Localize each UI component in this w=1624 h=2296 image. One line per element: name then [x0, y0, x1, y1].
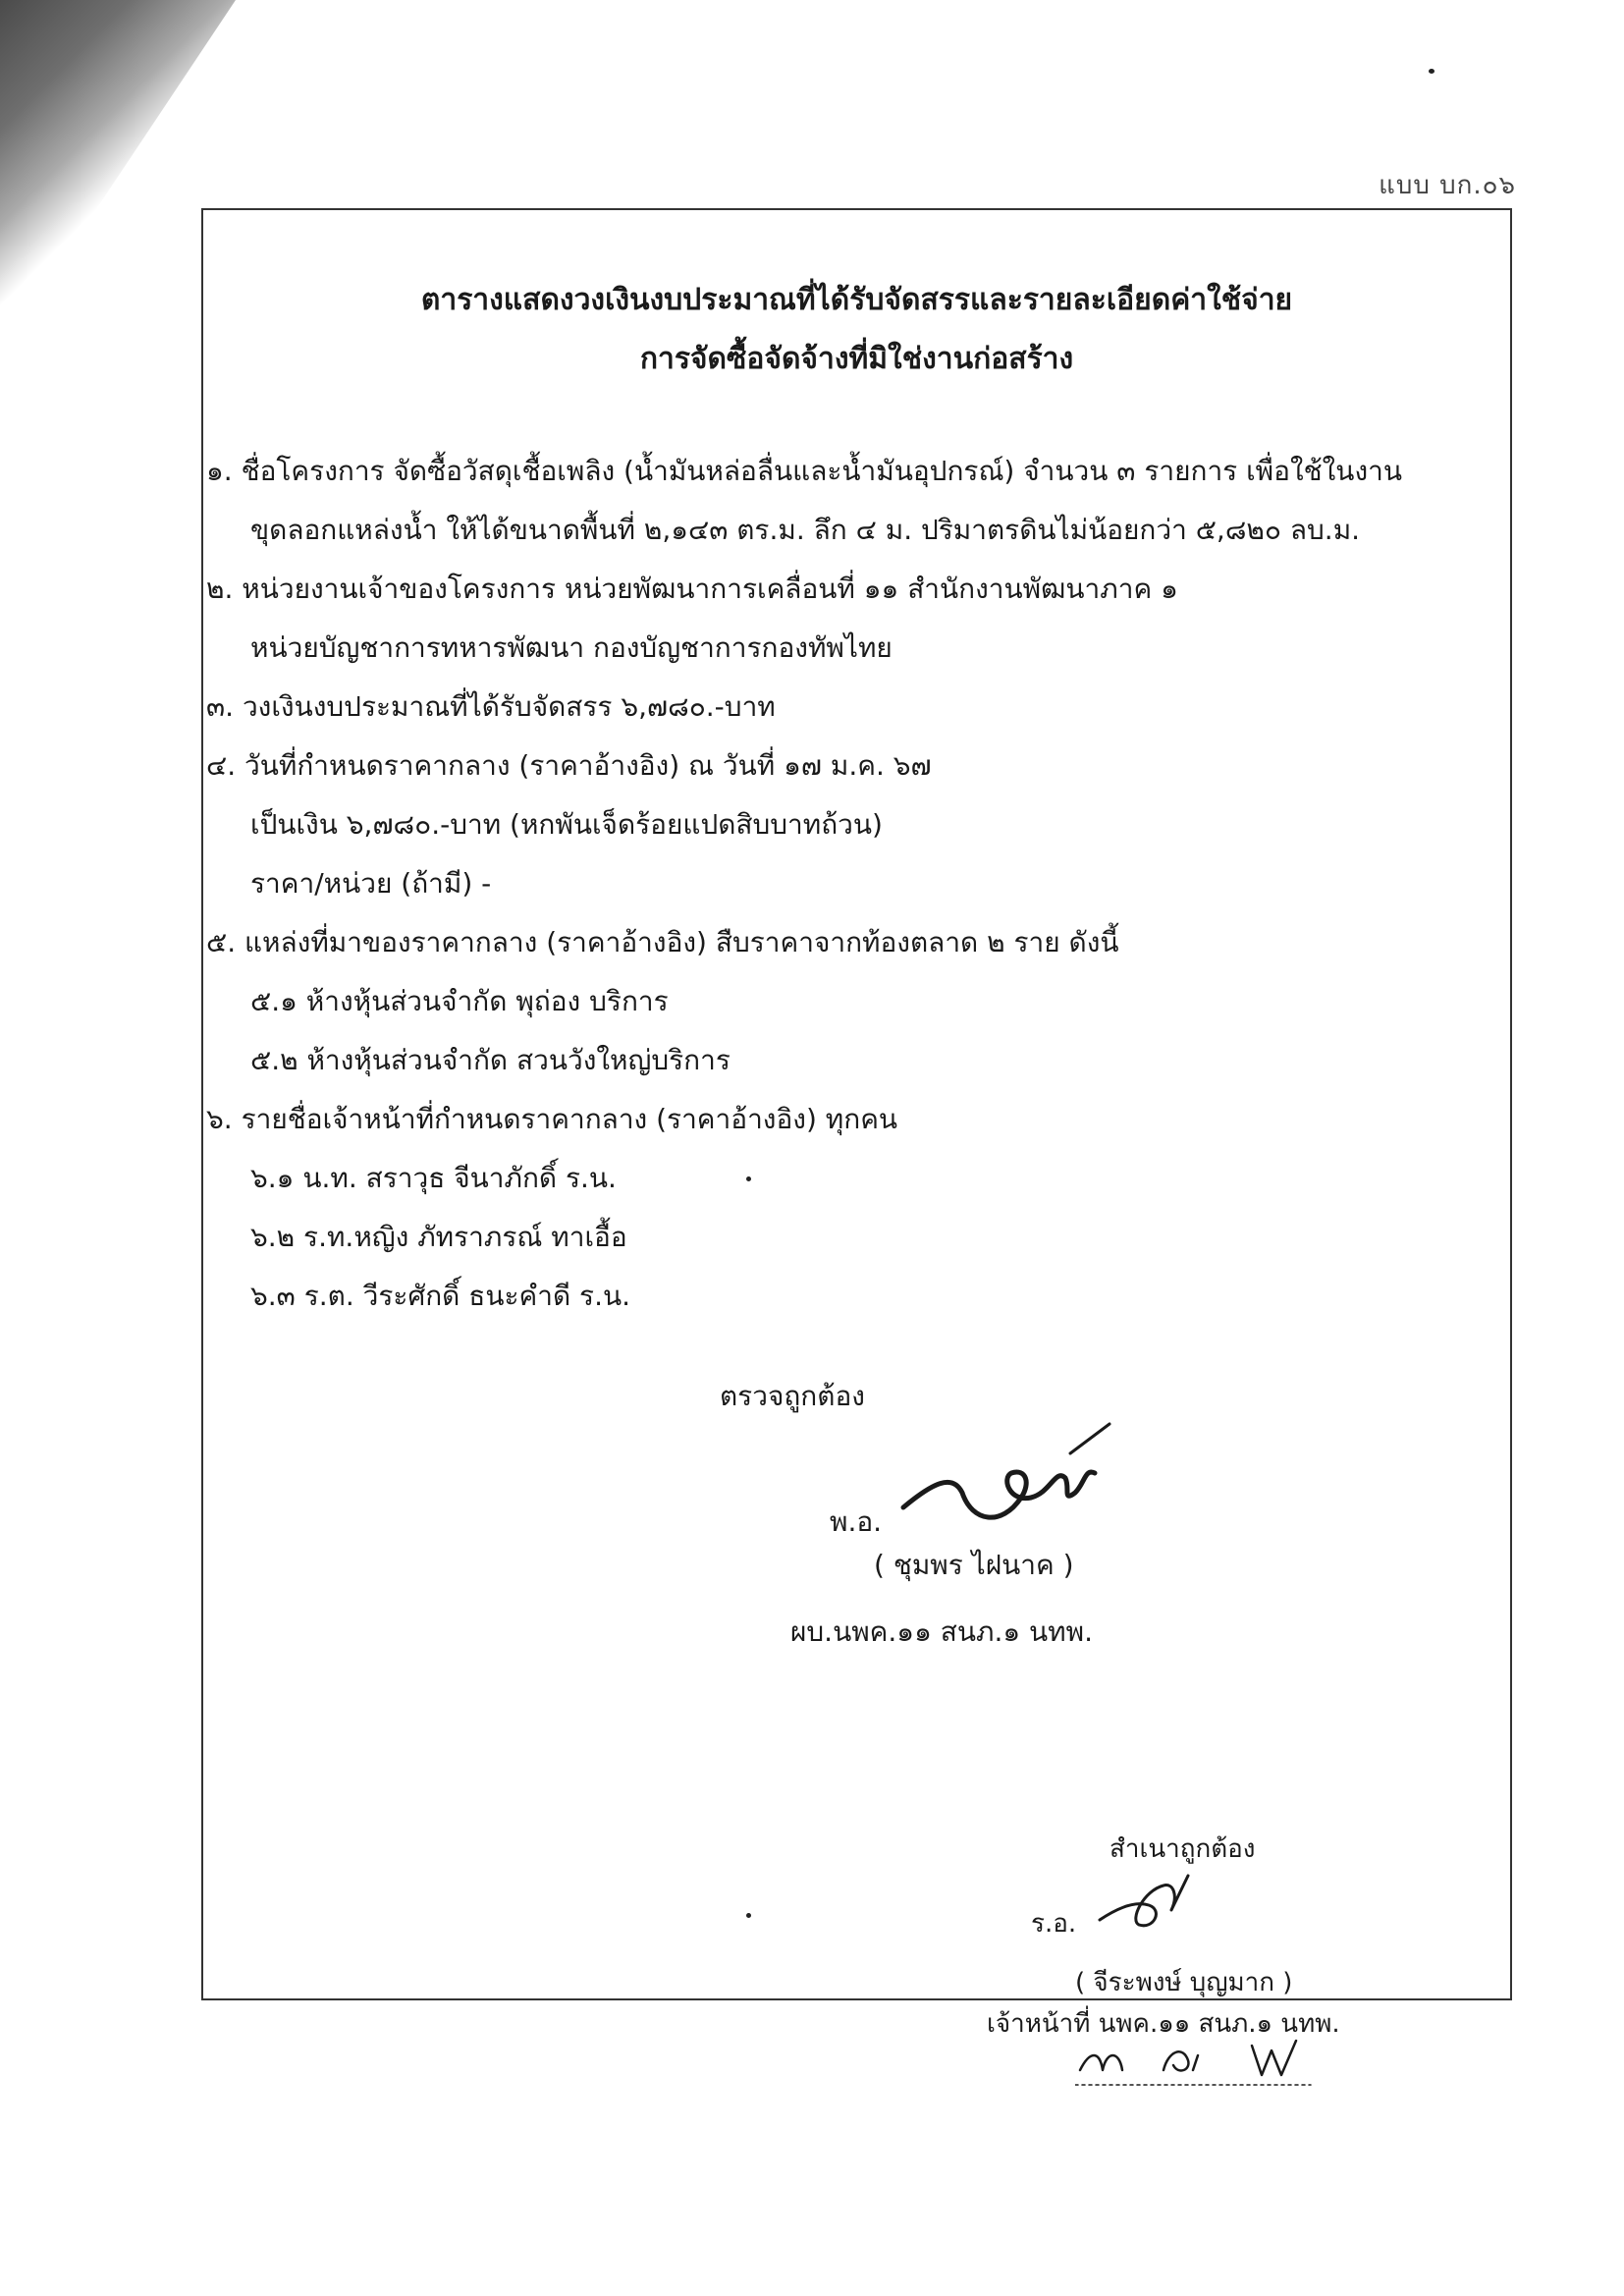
item-5-2: ๕.๒ ห้างหุ้นส่วนจำกัด สวนวังใหญ่บริการ: [250, 1044, 731, 1076]
scan-speck: [1429, 69, 1435, 74]
scan-speck: [746, 1176, 751, 1181]
scan-shadow: [0, 0, 236, 354]
item-6-2: ๖.๒ ร.ท.หญิง ภัทราภรณ์ ทาเอื้อ: [250, 1221, 627, 1253]
item-4-line-1: ๔. วันที่กำหนดราคากลาง (ราคาอ้างอิง) ณ วันที่ ๑๗ ม.ค. ๖๗: [206, 749, 932, 782]
item-1-line-1: ๑. ชื่อโครงการ จัดซื้อวัสดุเชื้อเพลิง (น้ำมันหล่อลื่นและน้ำมันอุปกรณ์) จำนวน ๓ รายการ เพื่อใช้ในงาน: [206, 455, 1402, 487]
item-4-line-3: ราคา/หน่วย (ถ้ามี) -: [250, 867, 492, 900]
item-4-line-2: เป็นเงิน ๖,๗๘๐.-บาท (หกพันเจ็ดร้อยแปดสิบบาทถ้วน): [250, 808, 883, 841]
scan-speck: [746, 1913, 751, 1918]
approval-name: ( ชุมพร ไฝนาค ): [874, 1549, 1074, 1581]
title-line-2: การจัดซื้อจัดจ้างที่มิใช่งานก่อสร้าง: [639, 342, 1074, 376]
copy-cert-rank: ร.อ.: [1031, 1909, 1077, 1939]
copy-cert-label: สำเนาถูกต้อง: [1110, 1834, 1256, 1864]
item-6: ๖. รายชื่อเจ้าหน้าที่กำหนดราคากลาง (ราคาอ้างอิง) ทุกคน: [206, 1103, 898, 1135]
approval-signature: [893, 1414, 1129, 1552]
item-6-3: ๖.๓ ร.ต. วีระศักดิ์ ธนะคำดี ร.น.: [250, 1280, 631, 1312]
title-line-1: ตารางแสดงวงเงินงบประมาณที่ได้รับจัดสรรและรายละเอียดค่าใช้จ่าย: [420, 283, 1293, 317]
item-6-1: ๖.๑ น.ท. สราวุธ จีนาภักดิ์ ร.น.: [250, 1162, 617, 1194]
item-2-line-1: ๒. หน่วยงานเจ้าของโครงการ หน่วยพัฒนาการเคลื่อนที่ ๑๑ สำนักงานพัฒนาภาค ๑: [206, 573, 1178, 605]
item-2-line-2: หน่วยบัญชาการทหารพัฒนา กองบัญชาการกองทัพไทย: [250, 631, 893, 664]
form-code: แบบ บก.๐๖: [1379, 171, 1516, 200]
copy-cert-signature: [1095, 1871, 1203, 1940]
copy-cert-position: เจ้าหน้าที่ นพค.๑๑ สนภ.๑ นทพ.: [987, 2009, 1340, 2039]
item-5-1: ๕.๑ ห้างหุ้นส่วนจำกัด พุถ่อง บริการ: [250, 985, 669, 1017]
item-5: ๕. แหล่งที่มาของราคากลาง (ราคาอ้างอิง) สืบราคาจากท้องตลาด ๒ ราย ดังนี้: [206, 926, 1119, 958]
item-1-line-2: ขุดลอกแหล่งน้ำ ให้ได้ขนาดพื้นที่ ๒,๑๔๓ ตร.ม. ลึก ๔ ม. ปริมาตรดินไม่น้อยกว่า ๕,๘๒๐ ลบ.ม.: [250, 514, 1361, 546]
approval-label: ตรวจถูกต้อง: [720, 1380, 865, 1412]
footer-initials-signature: [1075, 2031, 1321, 2090]
item-3: ๓. วงเงินงบประมาณที่ได้รับจัดสรร ๖,๗๘๐.-บาท: [206, 690, 776, 723]
copy-cert-name: ( จีระพงษ์ บุญมาก ): [1075, 1968, 1293, 1997]
approval-rank: พ.อ.: [830, 1505, 883, 1538]
approval-position: ผบ.นพค.๑๑ สนภ.๑ นทพ.: [790, 1615, 1093, 1648]
